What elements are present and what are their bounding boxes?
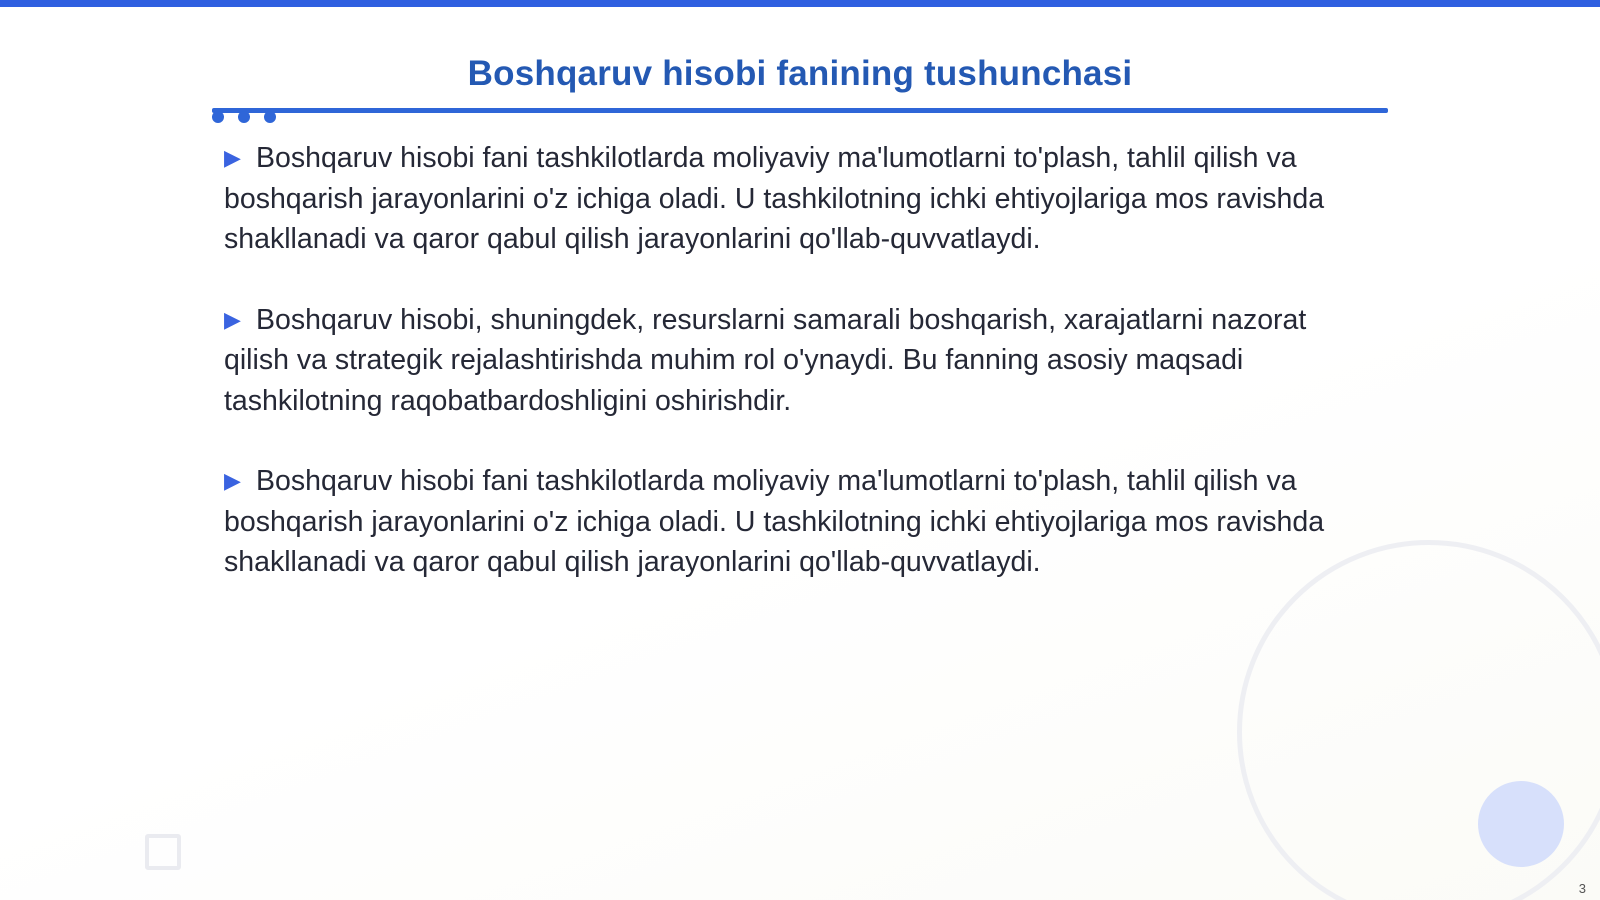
bullet-list [224,138,1374,623]
top-accent-bar [0,0,1600,7]
slide-title: Boshqaruv hisobi fanining tushunchasi [467,54,1133,93]
decorative-square [145,834,181,870]
page-number: 3 [1578,881,1586,896]
underline-dot-icon [264,111,276,123]
underline-dot-icon [212,111,224,123]
bullet-item [224,461,1374,583]
triangle-bullet-icon: ▶ [224,468,241,493]
bullet-text: Boshqaruv hisobi fani tashkilotlarda moliyaviy ma'lumotlarni to'plash, tahlil qilish va boshqarish jarayonlarini o'z ichiga oladi. U tashkilotning ichki ehtiyojlariga mos ravishda shakllanadi va qaror qabul qilish jarayonlarini qo'llab-quvvatlaydi. [224,142,1325,255]
bullet-item [224,138,1374,260]
decorative-circle [1478,781,1564,867]
triangle-bullet-icon: ▶ [224,306,241,332]
bullet-text: Boshqaruv hisobi fani tashkilotlarda moliyaviy ma'lumotlarni to'plash, tahlil qilish va boshqarish jarayonlarini o'z ichiga oladi. U tashkilotning ichki ehtiyojlariga mos ravishda shakllanadi va qaror qabul qilish jarayonlarini qo'llab-quvvatlaydi. [224,465,1325,578]
bullet-item [224,300,1374,422]
triangle-bullet-icon: ▶ [224,145,241,170]
underline-dot-icon [238,111,250,123]
bullet-text: Boshqaruv hisobi, shuningdek, resurslarni samarali boshqarish, xarajatlarni nazorat qilish va strategik rejalashtirishda muhim rol o'ynaydi. Bu fanning asosiy maqsadi tashkilotning raqobatbardoshligini oshirishdir. [224,303,1307,417]
title-underline [212,108,1388,113]
